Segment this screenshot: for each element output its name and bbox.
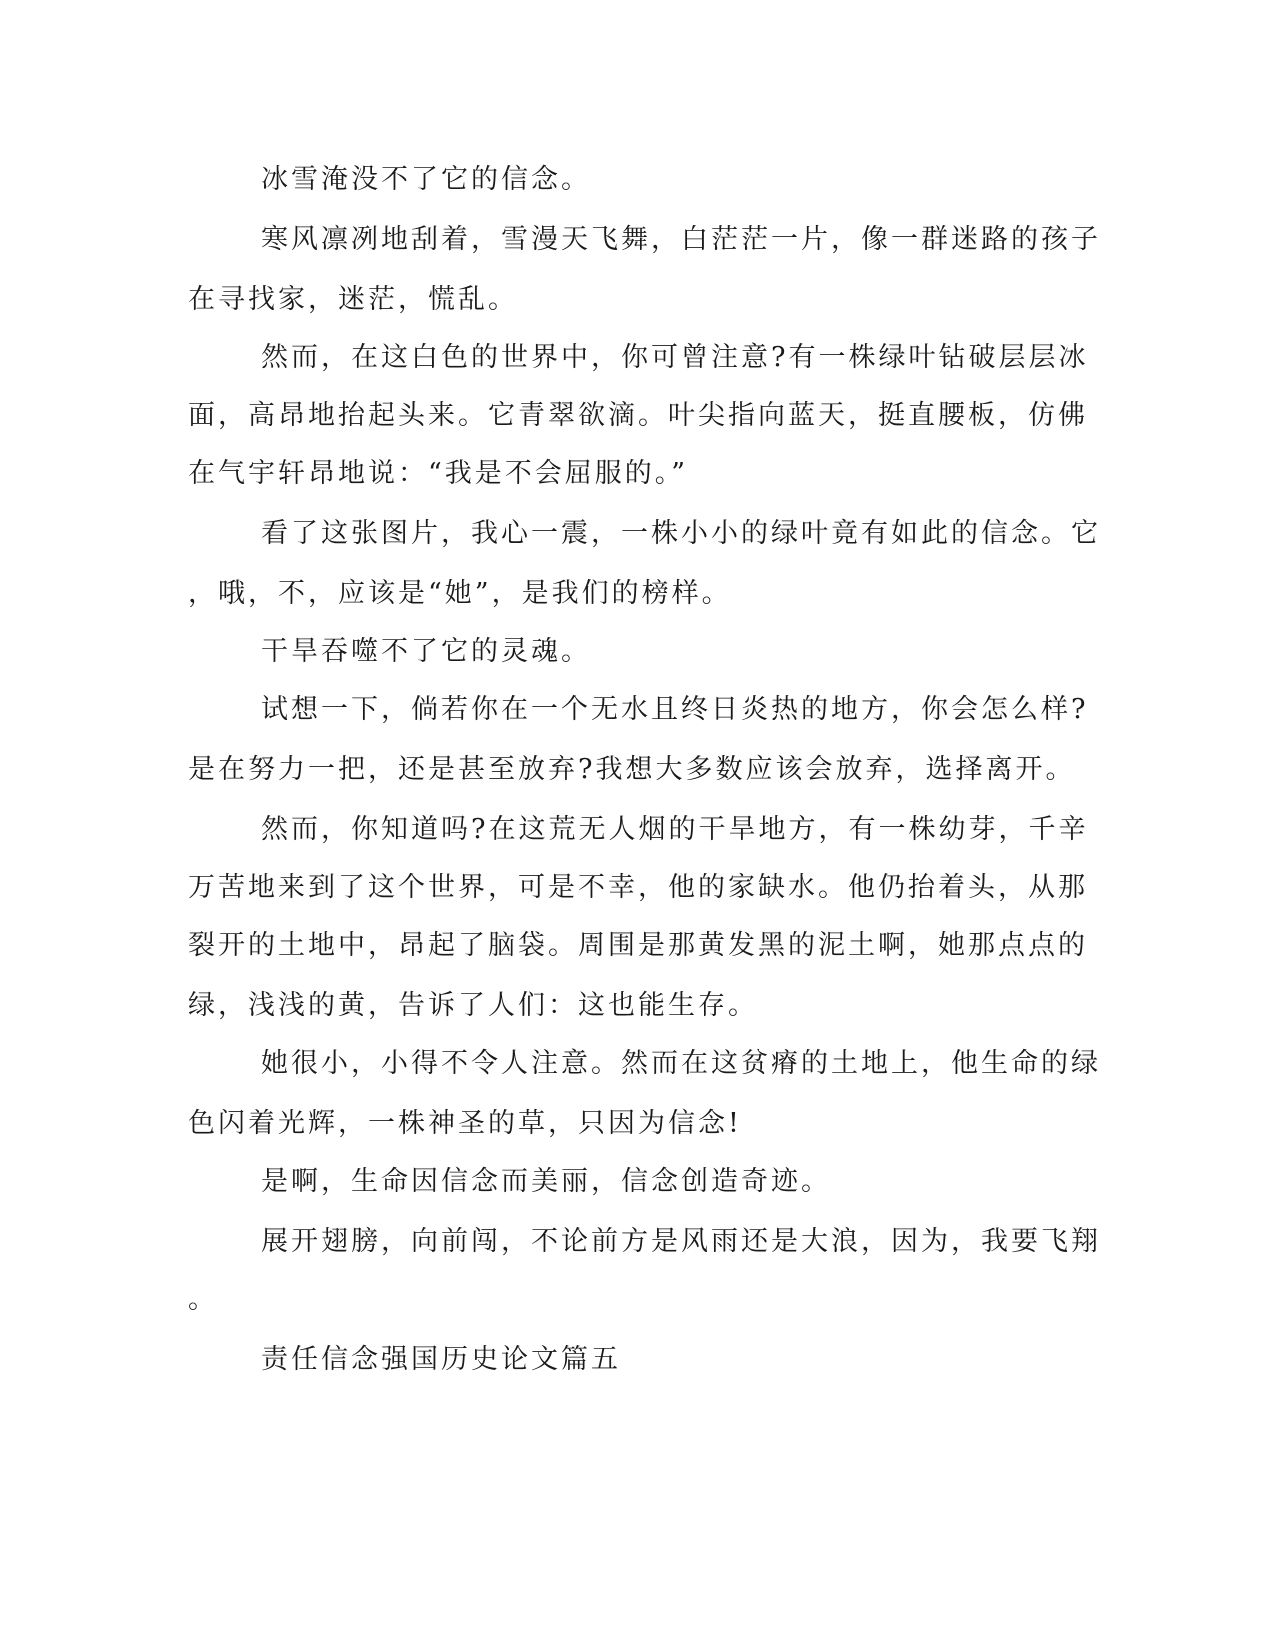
text-line: 她很小，小得不令人注意。然而在这贫瘠的土地上，他生命的绿 xyxy=(261,1048,1101,1079)
text-line: 绿，浅浅的黄，告诉了人们：这也能生存。 xyxy=(188,990,758,1021)
text-line: 然而，在这白色的世界中，你可曾注意?有一株绿叶钻破层层冰 xyxy=(261,342,1089,373)
section-heading: 责任信念强国历史论文篇五 xyxy=(261,1344,621,1375)
text-line: 万苦地来到了这个世界，可是不幸，他的家缺水。他仍抬着头，从那 xyxy=(188,872,1088,903)
text-line: 是在努力一把，还是甚至放弃?我想大多数应该会放弃，选择离开。 xyxy=(188,754,1076,785)
text-line: 寒风凛冽地刮着，雪漫天飞舞，白茫茫一片，像一群迷路的孩子 xyxy=(261,224,1101,255)
text-line: 看了这张图片，我心一震，一株小小的绿叶竟有如此的信念。它 xyxy=(261,518,1101,549)
text-line: 冰雪淹没不了它的信念。 xyxy=(261,164,591,195)
text-line: 在寻找家，迷茫，慌乱。 xyxy=(188,284,518,315)
text-line: 。 xyxy=(188,1284,218,1315)
text-line: 试想一下，倘若你在一个无水且终日炎热的地方，你会怎么样? xyxy=(261,694,1089,725)
text-line: 裂开的土地中，昂起了脑袋。周围是那黄发黑的泥土啊，她那点点的 xyxy=(188,930,1088,961)
text-line: 干旱吞噬不了它的灵魂。 xyxy=(261,636,591,667)
text-line: 色闪着光辉，一株神圣的草，只因为信念! xyxy=(188,1108,742,1139)
text-line: 展开翅膀，向前闯，不论前方是风雨还是大浪，因为，我要飞翔 xyxy=(261,1226,1101,1257)
text-line: ，哦，不，应该是“她”，是我们的榜样。 xyxy=(188,578,732,609)
text-line: 是啊，生命因信念而美丽，信念创造奇迹。 xyxy=(261,1166,831,1197)
text-line: 然而，你知道吗?在这荒无人烟的干旱地方，有一株幼芽，千辛 xyxy=(261,814,1089,845)
text-line: 在气宇轩昂地说：“我是不会屈服的。” xyxy=(188,458,689,489)
text-line: 面，高昂地抬起头来。它青翠欲滴。叶尖指向蓝天，挺直腰板，仿佛 xyxy=(188,400,1088,431)
